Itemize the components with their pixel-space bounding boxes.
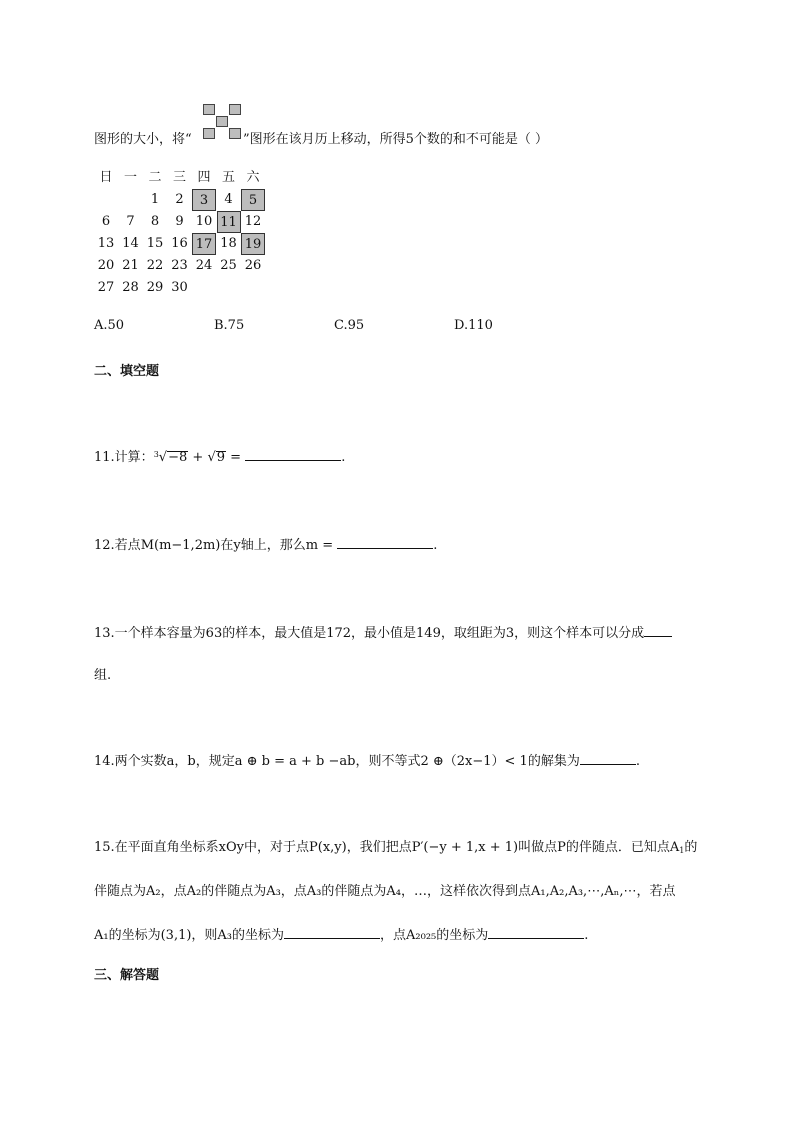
section-heading-fill-in: 二、填空题 bbox=[94, 364, 160, 379]
radical-icon: √ bbox=[158, 450, 168, 465]
question-11: 11.计算：$^3$√−8 + √9 = . bbox=[94, 450, 346, 465]
q14-answer-blank[interactable] bbox=[580, 752, 636, 765]
calendar-day: 12 bbox=[244, 214, 262, 229]
calendar-day: 3 bbox=[192, 189, 216, 211]
question-15-line2: 伴随点为A₂，点A₂的伴随点为A₃，点A₃的伴随点为A₄，…，这样依次得到点A₁,A₂,A₃,⋯,Aₙ,⋯，若点 bbox=[94, 884, 676, 899]
radical-icon: √ bbox=[207, 450, 216, 465]
calendar-day: 2 bbox=[175, 192, 184, 207]
calendar-day: 16 bbox=[171, 236, 188, 251]
calendar-day: 9 bbox=[175, 214, 184, 229]
calendar-day bbox=[94, 189, 118, 211]
calendar-day: 18 bbox=[220, 236, 237, 251]
question-15-line3: A₁的坐标为(3,1)，则A₃的坐标为 ，点A₂₀₂₅的坐标为 . bbox=[94, 928, 589, 943]
section-heading-answer: 三、解答题 bbox=[94, 968, 160, 983]
calendar-day: 5 bbox=[241, 189, 265, 211]
calendar-header: 六 bbox=[246, 170, 260, 185]
q11-radicand-1: −8 bbox=[168, 450, 188, 465]
q12-var: m = bbox=[305, 538, 334, 553]
calendar-day: 21 bbox=[122, 258, 139, 273]
q11-radicand-2: 9 bbox=[216, 450, 226, 465]
q12-prefix: 12.若点 bbox=[94, 538, 141, 553]
option-c: C.95 bbox=[334, 318, 365, 333]
q11-eq: = bbox=[230, 450, 242, 465]
calendar-day: 6 bbox=[101, 214, 111, 229]
calendar-header: 日 bbox=[99, 170, 113, 185]
option-d: D.110 bbox=[454, 318, 493, 333]
calendar-day: 13 bbox=[97, 236, 115, 251]
calendar-header: 三 bbox=[172, 170, 186, 185]
q13-line2: 组. bbox=[94, 668, 112, 683]
q10-suffix: ”图形在该月历上移动，所得5个数的和不可能是（ ） bbox=[243, 132, 549, 147]
calendar-header: 四 bbox=[197, 170, 211, 185]
calendar-day: 29 bbox=[146, 280, 164, 295]
q14-end: . bbox=[635, 754, 640, 769]
q12-point: M(m−1,2m) bbox=[140, 538, 221, 553]
calendar-day: 22 bbox=[146, 258, 164, 273]
calendar-day: 8 bbox=[150, 214, 160, 229]
question-14 bbox=[94, 750, 640, 769]
q10-prefix: 图形的大小，将“ bbox=[94, 132, 192, 147]
calendar-day: 28 bbox=[122, 280, 139, 295]
calendar-day: 20 bbox=[97, 258, 115, 273]
option-b: B.75 bbox=[214, 318, 245, 333]
calendar-day: 25 bbox=[220, 258, 237, 273]
calendar-day: 17 bbox=[192, 233, 216, 255]
calendar-header: 五 bbox=[221, 170, 235, 185]
q13-answer-blank[interactable] bbox=[644, 624, 672, 637]
calendar-day: 14 bbox=[122, 236, 139, 251]
q12-answer-blank[interactable] bbox=[337, 536, 433, 549]
question-15-line1: 15.在平面直角坐标系xOy中，对于点P(x,y)，我们把点P′(−y + 1,x + 1)叫做点P的伴随点．已知点$A_1$的 bbox=[94, 840, 698, 855]
q12-mid: 在y轴上，那么 bbox=[220, 538, 306, 553]
question-12 bbox=[94, 534, 437, 553]
q11-answer-blank[interactable] bbox=[245, 448, 341, 461]
q11-prefix: 11.计算： bbox=[94, 450, 154, 465]
calendar-day bbox=[241, 277, 265, 299]
calendar-day: 11 bbox=[217, 211, 241, 233]
pattern-shape-icon bbox=[203, 104, 243, 140]
question-13 bbox=[94, 622, 672, 641]
q12-end: . bbox=[433, 538, 438, 553]
q15-answer-blank-1[interactable] bbox=[284, 926, 380, 939]
calendar-header: 一 bbox=[123, 170, 137, 185]
calendar-day bbox=[119, 189, 143, 211]
calendar-day bbox=[217, 277, 241, 299]
q11-end: . bbox=[341, 450, 346, 465]
q14-text: 14.两个实数a，b，规定a ⊕ b = a + b −ab，则不等式2 ⊕（2x−1）< 1的解集为 bbox=[94, 754, 580, 769]
calendar-day: 19 bbox=[241, 233, 265, 255]
calendar-header: 二 bbox=[148, 170, 162, 185]
calendar-day: 4 bbox=[224, 192, 233, 207]
calendar-day: 27 bbox=[97, 280, 115, 295]
calendar-day: 24 bbox=[195, 258, 213, 273]
q13-line1: 13.一个样本容量为63的样本，最大值是172，最小值是149，取组距为3，则这个样本可以分成 bbox=[94, 626, 645, 641]
calendar-day: 1 bbox=[150, 192, 160, 207]
calendar-day: 26 bbox=[244, 258, 262, 273]
calendar-day: 30 bbox=[171, 280, 188, 295]
calendar-day: 23 bbox=[171, 258, 188, 273]
option-a: A.50 bbox=[94, 318, 125, 333]
q11-plus: + bbox=[192, 450, 204, 465]
calendar-day: 10 bbox=[195, 214, 213, 229]
calendar-day: 15 bbox=[146, 236, 164, 251]
q15-answer-blank-2[interactable] bbox=[488, 926, 584, 939]
calendar-day: 7 bbox=[126, 214, 135, 229]
calendar-day bbox=[192, 277, 216, 299]
